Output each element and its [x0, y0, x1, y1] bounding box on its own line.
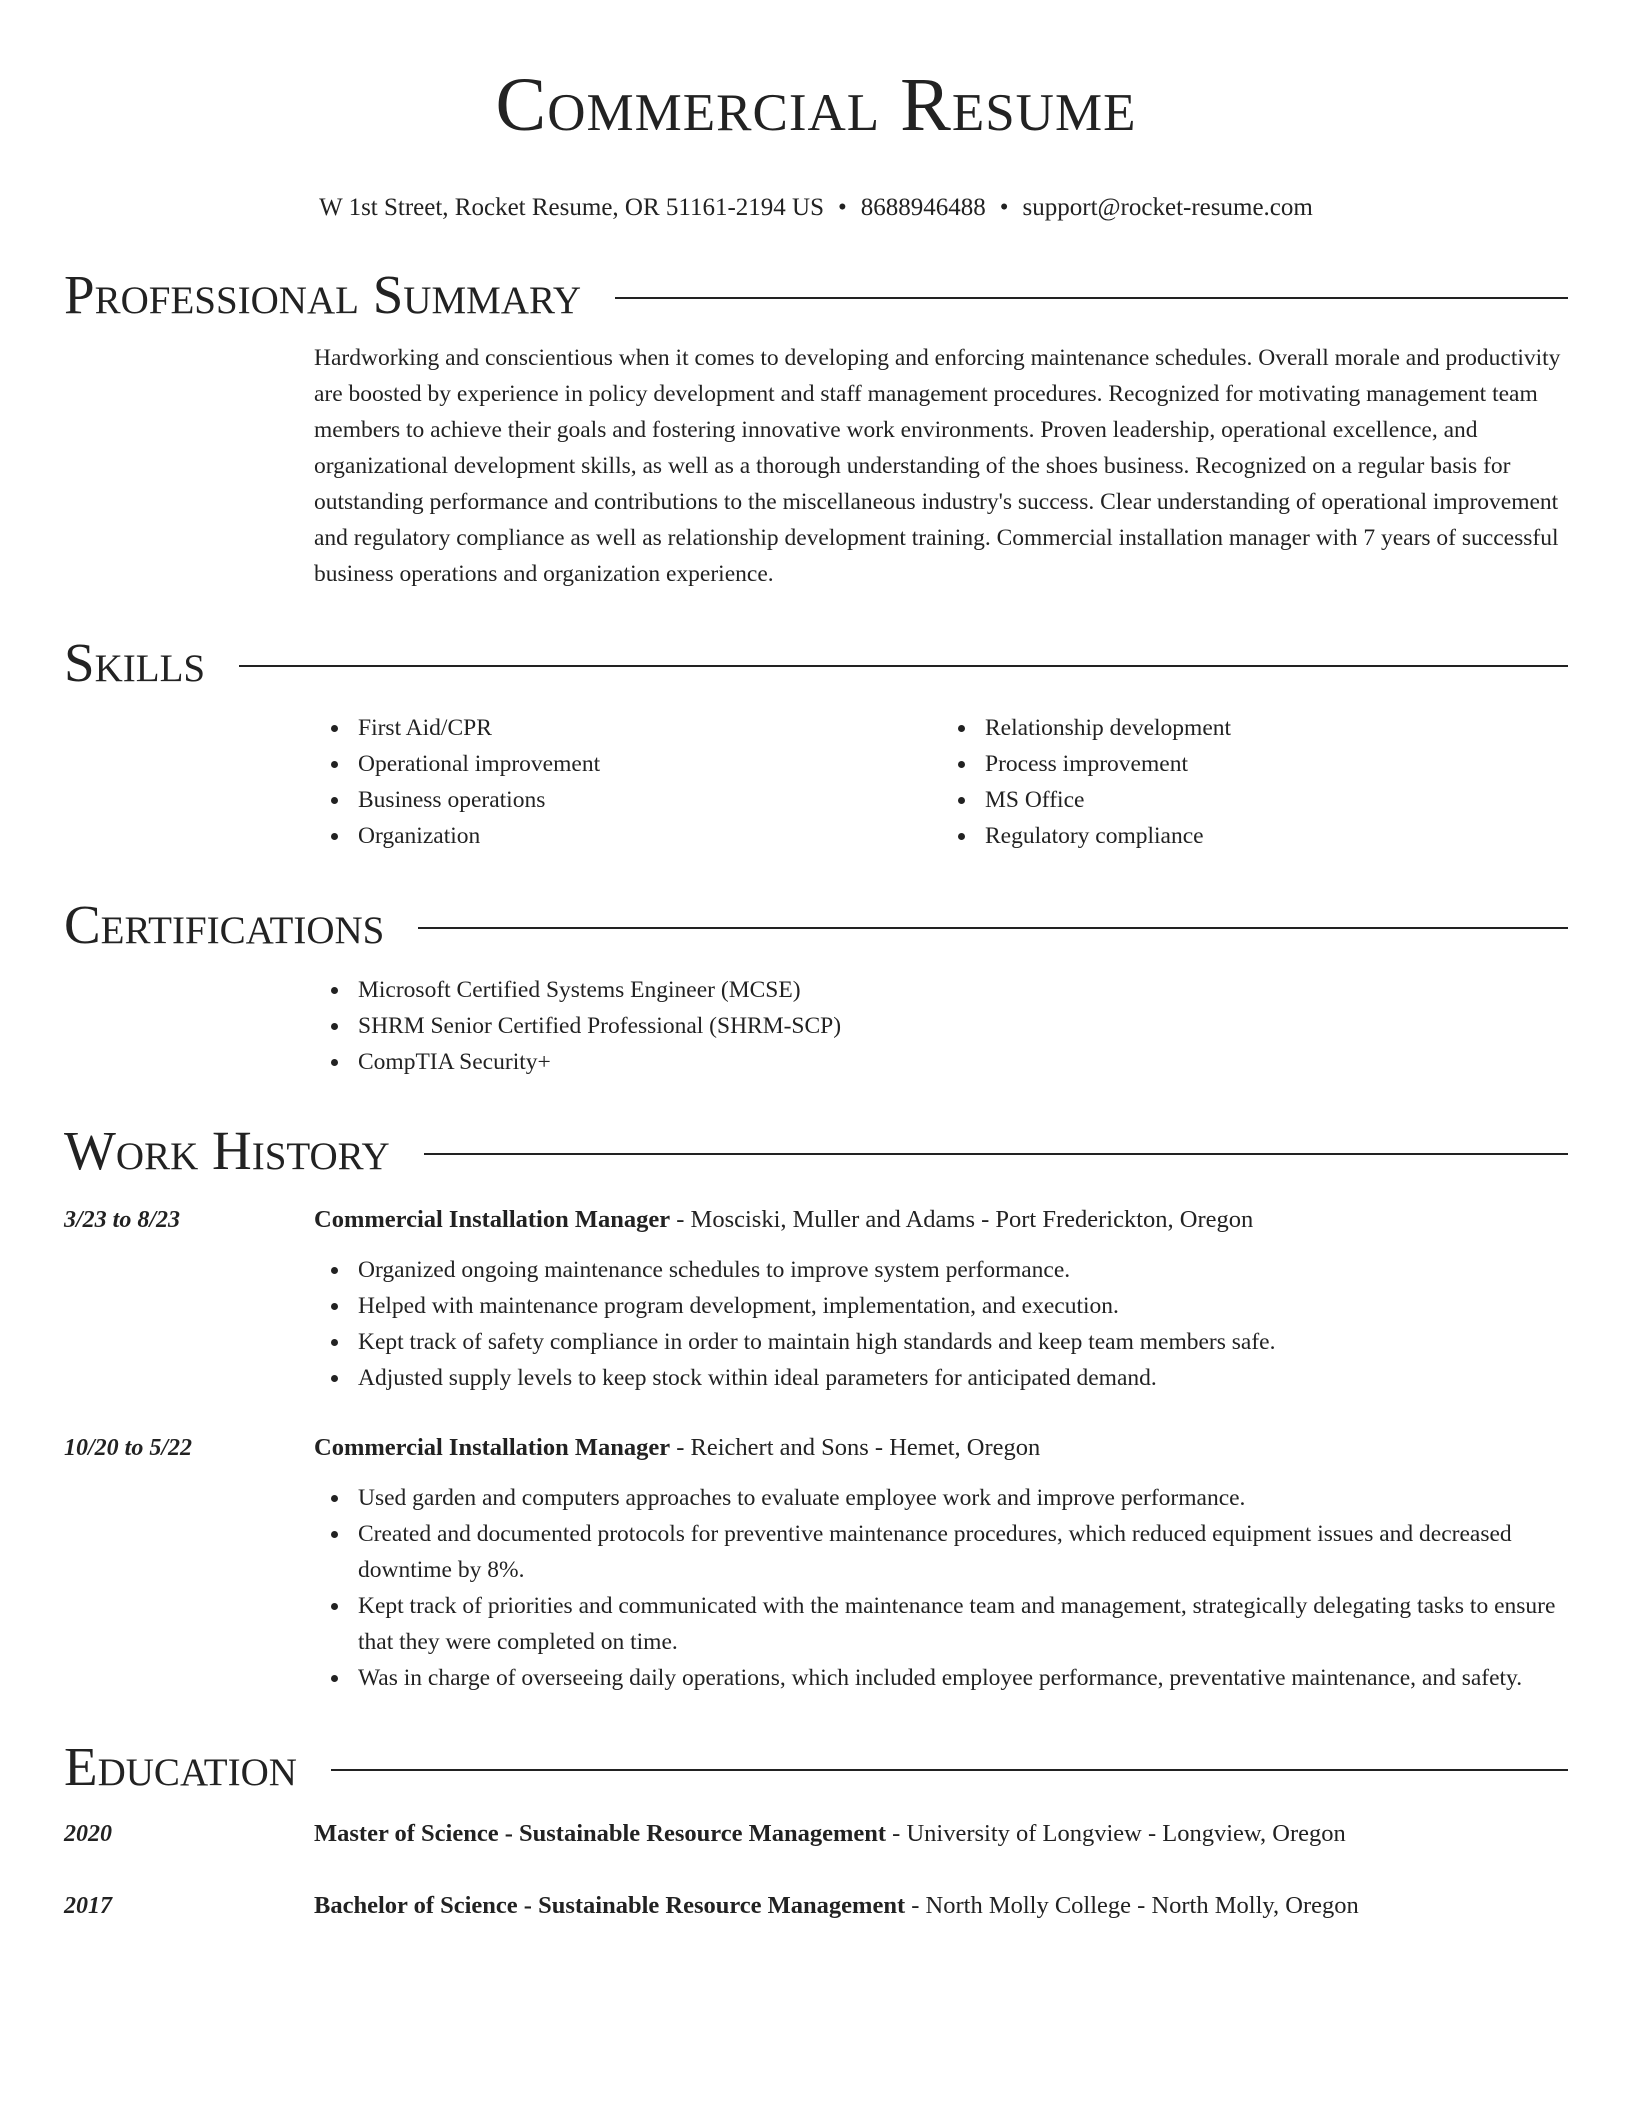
skills-list-right [941, 710, 1568, 854]
job-bullets [314, 1480, 1568, 1696]
job-entry [64, 1430, 1568, 1696]
certifications-heading [64, 894, 1568, 956]
job-bullet: Kept track of priorities and communicated with the maintenance team and management, strategically delegating tasks to ensure that they were completed on time. [358, 1588, 1568, 1660]
education-year: 2017 [64, 1893, 112, 1919]
education-degree: Master of Science - Sustainable Resource Management [314, 1820, 887, 1847]
contact-line [64, 192, 1568, 224]
education-detail [314, 1816, 1568, 1852]
skill-item: Business operations [358, 782, 941, 818]
education-entry [64, 1816, 1568, 1852]
job-bullets-wrap [314, 1252, 1568, 1396]
section-title: Certifications [64, 894, 385, 955]
section-title: Education [64, 1736, 297, 1797]
skills-section [64, 632, 1568, 854]
education-year: 2020 [64, 1821, 112, 1847]
work-history-section [64, 1120, 1568, 1696]
summary-text: Hardworking and conscientious when it comes to developing and enforcing maintenance schedules. Overall morale and productivity are boosted by experience in policy development and staff management procedures. Recognized for motivating management team members to achieve their goals and fostering innovative work environments. Proven leadership, operational excellence, and organizational development skills, as well as a thorough understanding of the shoes business. Recognized on a regular basis for outstanding performance and contributions to the miscellaneous industry's success. Clear understanding of operational improvement and regulatory compliance as well as relationship development training. Commercial installation manager with 7 years of successful business operations and organization experience. [314, 345, 1561, 587]
job-bullet: Used garden and computers approaches to evaluate employee work and improve performance. [358, 1480, 1568, 1516]
education-school: - North Molly College - North Molly, Oregon [905, 1892, 1359, 1919]
education-entry [64, 1888, 1568, 1924]
job-bullets [314, 1252, 1568, 1396]
job-bullet: Adjusted supply levels to keep stock within ideal parameters for anticipated demand. [358, 1360, 1568, 1396]
section-rule [331, 1769, 1568, 1771]
summary-heading [64, 264, 1568, 326]
contact-address: W 1st Street, Rocket Resume, OR 51161-2194 US [319, 194, 824, 221]
education-school: - University of Longview - Longview, Oregon [886, 1820, 1346, 1847]
section-title: Skills [64, 632, 206, 693]
job-bullet: Created and documented protocols for preventive maintenance procedures, which reduced equipment issues and decreased downtime by 8%. [358, 1516, 1568, 1588]
certifications-section [64, 894, 1568, 1080]
work-history-heading [64, 1120, 1568, 1182]
section-rule [615, 297, 1568, 299]
skills-grid [314, 710, 1568, 854]
job-bullet: Helped with maintenance program development, implementation, and execution. [358, 1288, 1568, 1324]
job-detail [314, 1430, 1568, 1466]
skill-item: Regulatory compliance [985, 818, 1568, 854]
section-rule [418, 927, 1568, 929]
education-section [64, 1736, 1568, 1924]
skills-heading [64, 632, 1568, 694]
skill-item: Organization [358, 818, 941, 854]
contact-email: support@rocket-resume.com [1022, 194, 1313, 221]
job-company: - Reichert and Sons - Hemet, Oregon [670, 1434, 1041, 1461]
job-entry [64, 1202, 1568, 1396]
education-degree: Bachelor of Science - Sustainable Resource Management [314, 1892, 906, 1919]
contact-separator: • [838, 194, 847, 221]
skill-item: First Aid/CPR [358, 710, 941, 746]
job-bullets-wrap [314, 1480, 1568, 1696]
certifications-list [314, 972, 1568, 1080]
education-heading [64, 1736, 1568, 1798]
skill-item: Relationship development [985, 710, 1568, 746]
certification-item: SHRM Senior Certified Professional (SHRM-SCP) [358, 1008, 1568, 1044]
job-header [64, 1202, 1568, 1238]
job-header [64, 1430, 1568, 1466]
skills-list-left [314, 710, 941, 854]
resume-name: Commercial Resume [495, 63, 1137, 147]
job-company: - Mosciski, Muller and Adams - Port Frederickton, Oregon [670, 1206, 1254, 1233]
education-detail [314, 1888, 1568, 1924]
job-dates: 10/20 to 5/22 [64, 1435, 193, 1461]
section-rule [239, 665, 1568, 667]
section-rule [424, 1153, 1568, 1155]
contact-separator: • [999, 194, 1009, 221]
certification-item: CompTIA Security+ [358, 1044, 1568, 1080]
job-bullet: Organized ongoing maintenance schedules to improve system performance. [358, 1252, 1568, 1288]
skill-item: MS Office [985, 782, 1568, 818]
skill-item: Process improvement [985, 746, 1568, 782]
job-role: Commercial Installation Manager [314, 1434, 671, 1461]
summary-section [64, 264, 1568, 592]
job-dates: 3/23 to 8/23 [64, 1207, 181, 1233]
contact-phone: 8688946488 [860, 194, 986, 221]
job-bullet: Kept track of safety compliance in order to maintain high standards and keep team members safe. [358, 1324, 1568, 1360]
job-detail [314, 1202, 1568, 1238]
certification-item: Microsoft Certified Systems Engineer (MCSE) [358, 972, 1568, 1008]
section-title: Professional Summary [64, 264, 582, 325]
job-bullet: Was in charge of overseeing daily operations, which included employee performance, preventative maintenance, and safety. [358, 1660, 1568, 1696]
job-role: Commercial Installation Manager [314, 1206, 671, 1233]
section-title: Work History [64, 1120, 390, 1181]
skill-item: Operational improvement [358, 746, 941, 782]
certifications-list-wrap [314, 972, 1568, 1080]
